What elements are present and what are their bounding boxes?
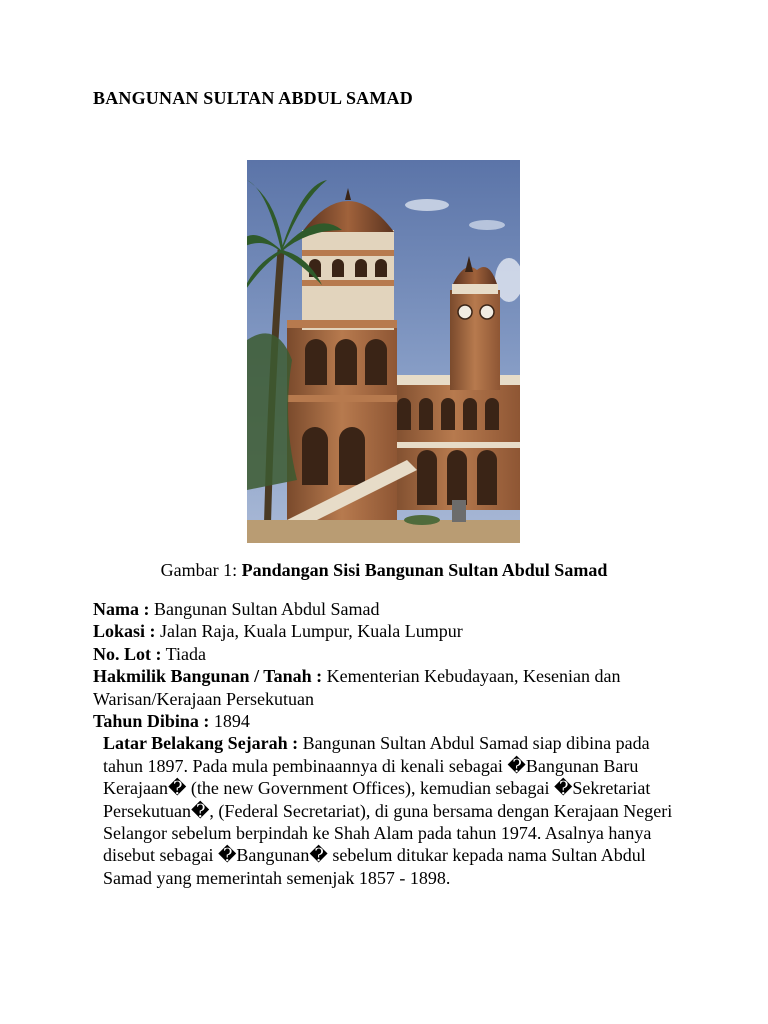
field-lokasi (93, 620, 693, 642)
field-label: Lokasi : (93, 621, 156, 642)
history-paragraph (93, 732, 693, 889)
field-nama (93, 598, 693, 620)
field-value: Bangunan Sultan Abdul Samad (149, 599, 380, 619)
history-label: Latar Belakang Sejarah : (103, 733, 299, 754)
field-value: Kementerian Kebudayaan, Kesenian dan Warisan/Kerajaan Persekutuan (93, 666, 621, 709)
field-hakmilik (93, 665, 693, 710)
field-value: Tiada (161, 643, 207, 664)
field-label: No. Lot : (93, 643, 162, 664)
field-lot (93, 643, 693, 665)
field-label: Hakmilik Bangunan / Tanah : (93, 666, 323, 687)
figure-caption (0, 560, 768, 581)
building-info (93, 598, 693, 889)
field-tahun (93, 710, 693, 732)
building-photo (247, 160, 520, 543)
figure-caption-prefix: Gambar 1: (160, 560, 242, 580)
figure-caption-text: Pandangan Sisi Bangunan Sultan Abdul Samad (241, 560, 608, 580)
field-value: 1894 (209, 711, 250, 732)
document-title: BANGUNAN SULTAN ABDUL SAMAD (93, 88, 413, 108)
field-label: Tahun Dibina : (93, 711, 210, 732)
history-text: Bangunan Sultan Abdul Samad siap dibina pada tahun 1897. Pada mula pembinaannya di kenali sebagai �Bangunan Baru Kerajaan� (the new Government Offices), kemudian sebagai �Sekretariat Persekutuan�, (Federal Secretariat), di guna bersama dengan Kerajaan Negeri Selangor sebelum berpindah ke Shah Alam pada tahun 1974. Asalnya hanya disebut sebagai �Bangunan� sebelum ditukar kepada nama Sultan Abdul Samad yang memerintah semenjak 1857 - 1898. (103, 733, 673, 888)
field-value: Jalan Raja, Kuala Lumpur, Kuala Lumpur (155, 621, 463, 642)
field-label: Nama : (93, 599, 150, 619)
